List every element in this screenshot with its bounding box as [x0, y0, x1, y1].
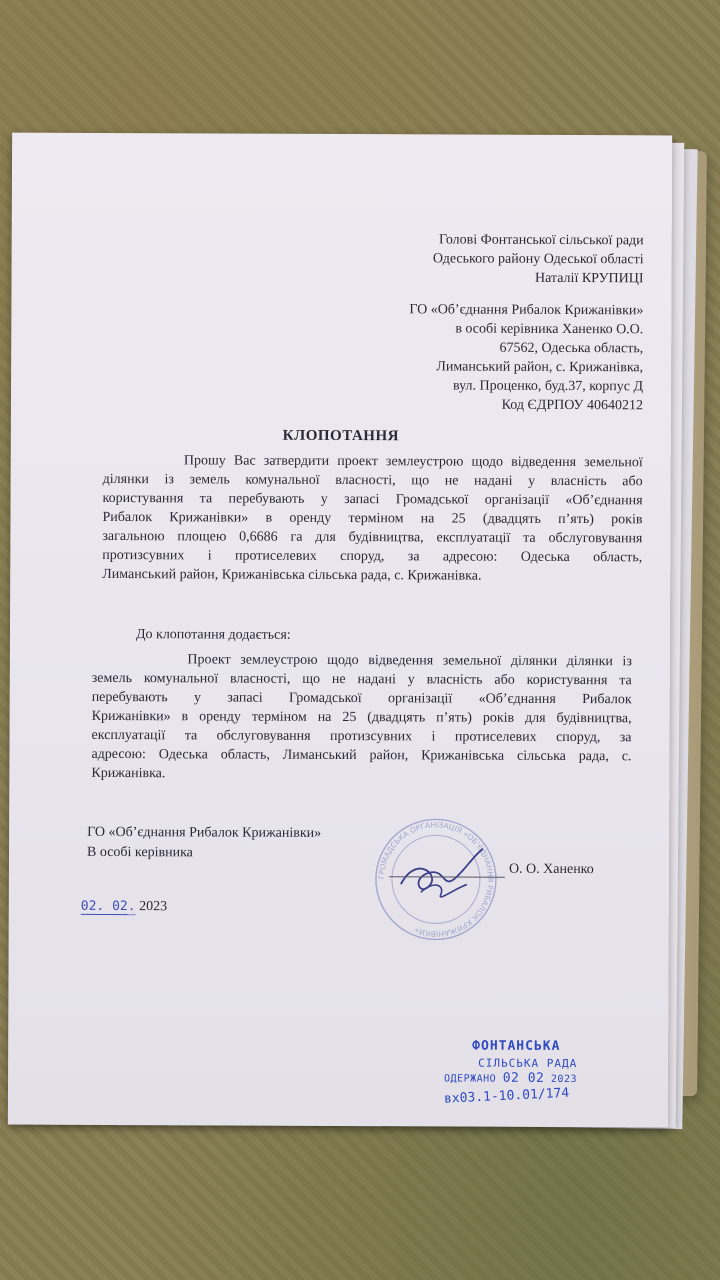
signature-scribble: [401, 848, 483, 889]
recipient-block: [433, 230, 644, 288]
sender-line: Код ЄДРПОУ 40640212: [501, 397, 644, 414]
sender-line: вул. Проценко, буд.37, корпус Д: [452, 378, 644, 395]
paragraph-line: загальною площею 0,6686 га для будівництва, експлуатації та обслуговування: [102, 528, 643, 547]
recipient-line: Наталії КРУПИЦІ: [534, 270, 644, 287]
stamp-received: [444, 1070, 577, 1086]
petition-paragraph: [102, 451, 643, 586]
paragraph-line: Лиманський район, Крижанівська сільська рада, с. Крижанівка.: [102, 566, 482, 584]
signatory-role: В особі керівника: [86, 844, 193, 861]
sender-block: [409, 300, 644, 415]
document-title: КЛОПОТАННЯ: [282, 427, 400, 445]
stamp-council-type: СІЛЬСЬКА РАДА: [478, 1056, 578, 1071]
date-year: 2023: [139, 899, 168, 915]
sender-line: ГО «Об’єднання Рибалок Крижанівки»: [409, 302, 644, 319]
paragraph-line: користування та перебувають у запасі Громадської організації «Об’єднання: [102, 490, 643, 509]
signatory-org: ГО «Об’єднання Рибалок Крижанівки»: [87, 824, 322, 841]
stamp-received-year: 2023: [550, 1073, 578, 1086]
document-date: [81, 899, 167, 915]
sender-line: в особі керівника Ханенко О.О.: [455, 321, 644, 338]
paragraph-line: протизсувних і протиселевих споруд, за адресою: Одеська область,: [102, 547, 643, 566]
paragraph-line: ділянки із земель комунальної власності, що не надані у власність або: [102, 471, 643, 490]
stamp-reg-number: вх03.1-10.01/174: [443, 1085, 570, 1107]
paragraph-line: Проект землеустрою щодо відведення земельної ділянки ділянки із: [91, 651, 632, 670]
paragraph-line: Крижанівка.: [91, 765, 166, 782]
recipient-line: Голові Фонтанської сільської ради: [438, 232, 644, 249]
stamp-received-date: 02 02: [502, 1070, 545, 1086]
sender-line: 67562, Одеська область,: [499, 340, 644, 357]
seal-text: ГРОМАДСЬКА ОРГАНІЗАЦІЯ «ОБ’ЄДНАННЯ РИБАЛОК КРИЖАНІВКИ»: [376, 820, 495, 939]
date-handwritten: 02. 02.: [80, 898, 136, 915]
stamp-received-label: ОДЕРЖАНО: [444, 1073, 497, 1085]
organization-seal: [371, 814, 502, 945]
stamp-council-name: ФОНТАНСЬКА: [472, 1038, 561, 1054]
paragraph-line: експлуатації та обслуговування протизсувних і протиселевих споруд, за: [91, 727, 632, 746]
paragraph-line: Рибалок Крижанівки» в оренду терміном на 25 (двадцять п’ять) років: [102, 509, 643, 528]
paragraph-line: перебувають у запасі Громадської організації «Об’єднання Рибалок: [91, 689, 632, 708]
paragraph-line: адресою: Одеська область, Лиманський район, Крижанівська сільська рада, с.: [91, 746, 632, 765]
recipient-line: Одеського району Одеської області: [432, 251, 644, 268]
paragraph-line: Крижанівки» в оренду терміном на 25 (двадцять п’ять) років для будівництва,: [91, 708, 632, 727]
signatory-name: О. О. Ханенко: [508, 861, 594, 878]
sender-line: Лиманський район, с. Крижанівка,: [436, 359, 644, 376]
paragraph-line: земель комунальної власності, що не надані у власність або користування та: [91, 670, 632, 689]
document-page: [8, 133, 672, 1128]
incoming-stamp: [444, 1038, 644, 1119]
signatory-block: [87, 823, 321, 864]
paragraph-line: Прошу Вас затвердити проект землеустрою щодо відведення земельної: [102, 452, 643, 471]
attachment-heading: До клопотання додається:: [135, 627, 291, 643]
attachment-paragraph: [91, 650, 632, 785]
svg-text:ГРОМАДСЬКА ОРГАНІЗАЦІЯ «ОБ’ЄДН: [377, 820, 496, 939]
